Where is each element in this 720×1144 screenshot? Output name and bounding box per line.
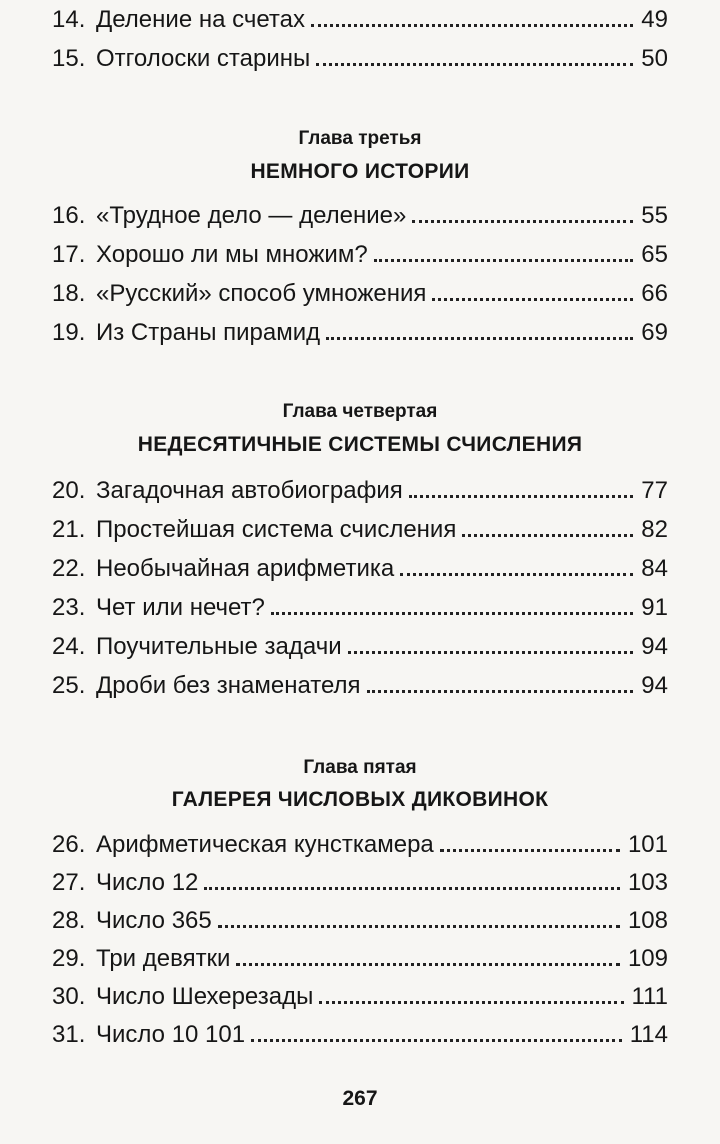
toc-entry-30	[52, 980, 668, 1014]
entry-number: 30.	[52, 983, 86, 1010]
dot-leader	[271, 612, 633, 615]
entry-title: Чет или нечет?	[96, 594, 265, 621]
entry-number: 21.	[52, 516, 86, 543]
entry-number: 22.	[52, 555, 86, 582]
chapter-4-title: НЕДЕСЯТИЧНЫЕ СИСТЕМЫ СЧИСЛЕНИЯ	[137, 433, 583, 456]
entry-title: Деление на счетах	[96, 6, 305, 33]
entry-page: 103	[627, 869, 668, 896]
toc-entry-31	[52, 1018, 668, 1052]
dot-leader	[204, 887, 620, 890]
chapter-3-title: НЕМНОГО ИСТОРИИ	[250, 160, 470, 183]
dot-leader	[326, 337, 633, 340]
entry-page: 50	[641, 45, 668, 72]
entry-number: 28.	[52, 907, 86, 934]
chapter-4-label: Глава четвертая	[282, 401, 438, 422]
entry-page: 55	[641, 202, 668, 229]
dot-leader	[311, 24, 633, 27]
toc-entry-29	[52, 942, 668, 976]
toc-entry-16	[52, 199, 668, 233]
toc-entry-27	[52, 866, 668, 900]
toc-entry-25	[52, 669, 668, 703]
dot-leader	[348, 651, 634, 654]
entry-page: 69	[641, 319, 668, 346]
toc-entry-17	[52, 238, 668, 272]
toc-entry-14	[52, 3, 668, 37]
entry-number: 26.	[52, 831, 86, 858]
entry-page: 114	[629, 1021, 668, 1048]
entry-page: 94	[641, 672, 668, 699]
dot-leader	[462, 534, 633, 537]
page-number: 267	[342, 1087, 378, 1110]
entry-number: 15.	[52, 45, 86, 72]
dot-leader	[374, 259, 634, 262]
chapter-5-title: ГАЛЕРЕЯ ЧИСЛОВЫХ ДИКОВИНОК	[171, 788, 549, 811]
toc-entry-26	[52, 828, 668, 862]
entry-title: Простейшая система счисления	[96, 516, 457, 543]
entry-page: 82	[641, 516, 668, 543]
entry-number: 16.	[52, 202, 86, 229]
entry-title: Необычайная арифметика	[96, 555, 395, 582]
dot-leader	[251, 1039, 622, 1042]
entry-title: Хорошо ли мы множим?	[96, 241, 368, 268]
entry-title: Поучительные задачи	[96, 633, 342, 660]
entry-title: Дроби без знаменателя	[96, 672, 361, 699]
toc-entry-21	[52, 513, 668, 547]
entry-title: «Трудное дело — деление»	[96, 202, 407, 229]
entry-number: 18.	[52, 280, 86, 307]
entry-page: 111	[631, 983, 668, 1010]
entry-number: 17.	[52, 241, 86, 268]
entry-title: Из Страны пирамид	[96, 319, 321, 346]
chapter-5-label: Глава пятая	[303, 757, 417, 778]
entry-number: 25.	[52, 672, 86, 699]
chapter-3-label: Глава третья	[298, 128, 422, 149]
entry-number: 23.	[52, 594, 86, 621]
entry-page: 109	[627, 945, 668, 972]
toc-entry-23	[52, 591, 668, 625]
dot-leader	[218, 925, 620, 928]
entry-title: Три девятки	[96, 945, 231, 972]
dot-leader	[412, 220, 633, 223]
toc-entry-18	[52, 277, 668, 311]
entry-page: 91	[641, 594, 668, 621]
toc-entry-28	[52, 904, 668, 938]
dot-leader	[440, 849, 620, 852]
entry-page: 65	[641, 241, 668, 268]
entry-number: 19.	[52, 319, 86, 346]
entry-number: 20.	[52, 477, 86, 504]
entry-page: 84	[641, 555, 668, 582]
dot-leader	[432, 298, 633, 301]
entry-title: Арифметическая кунсткамера	[96, 831, 434, 858]
dot-leader	[316, 63, 633, 66]
entry-title: Число 12	[96, 869, 199, 896]
toc-entry-20	[52, 474, 668, 508]
entry-page: 94	[641, 633, 668, 660]
entry-title: Число 10 101	[96, 1021, 246, 1048]
dot-leader	[236, 963, 619, 966]
entry-number: 27.	[52, 869, 86, 896]
entry-page: 77	[641, 477, 668, 504]
dot-leader	[409, 495, 634, 498]
entry-title: Число Шехерезады	[96, 983, 314, 1010]
toc-entry-19	[52, 316, 668, 350]
entry-number: 24.	[52, 633, 86, 660]
entry-page: 108	[627, 907, 668, 934]
entry-number: 31.	[52, 1021, 86, 1048]
entry-number: 29.	[52, 945, 86, 972]
dot-leader	[319, 1001, 623, 1004]
entry-title: Загадочная автобиография	[96, 477, 403, 504]
toc-entry-22	[52, 552, 668, 586]
dot-leader	[367, 690, 634, 693]
entry-page: 49	[641, 6, 668, 33]
entry-title: Число 365	[96, 907, 212, 934]
entry-number: 14.	[52, 6, 86, 33]
toc-entry-24	[52, 630, 668, 664]
dot-leader	[400, 573, 633, 576]
toc-entry-15	[52, 42, 668, 76]
entry-page: 66	[641, 280, 668, 307]
entry-title: Отголоски старины	[96, 45, 311, 72]
entry-title: «Русский» способ умножения	[96, 280, 427, 307]
entry-page: 101	[627, 831, 668, 858]
